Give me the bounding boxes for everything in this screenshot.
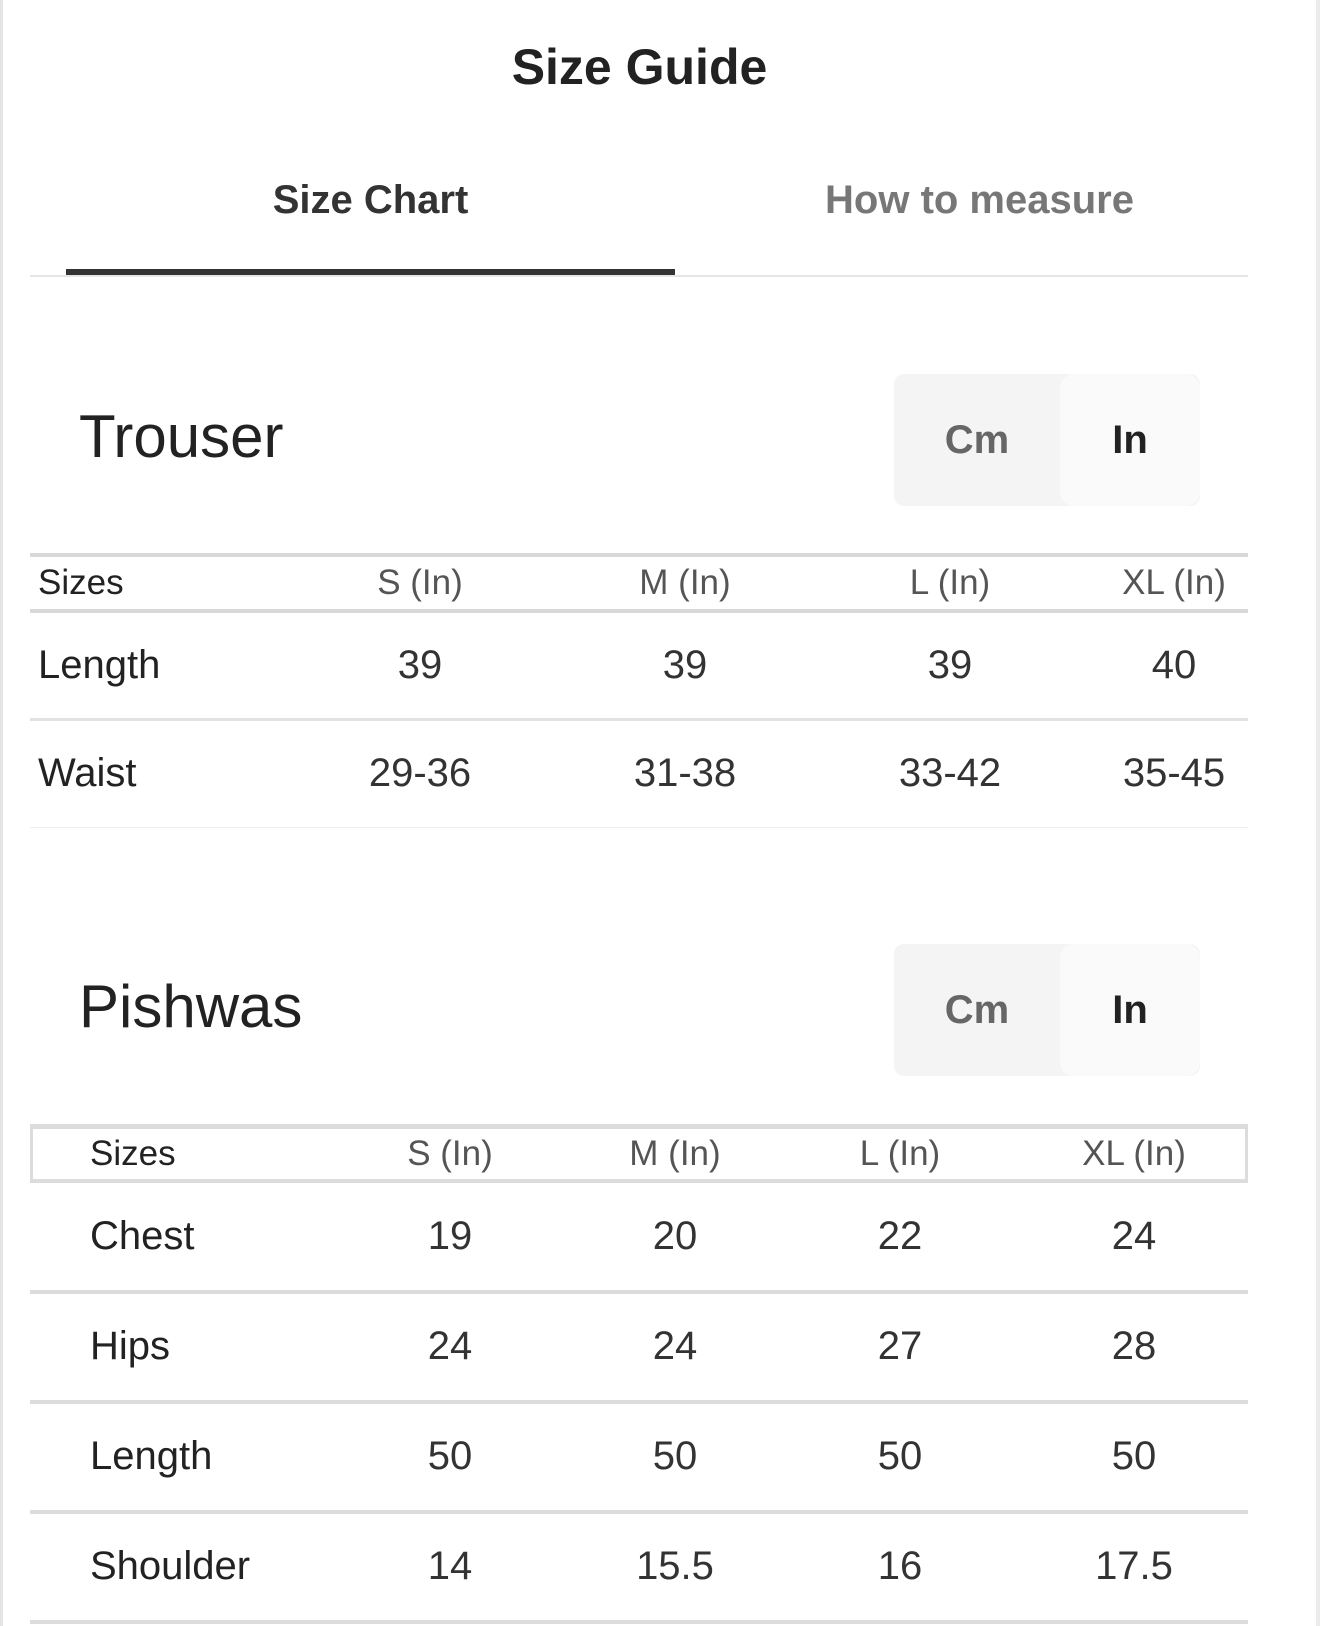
cell-value: 50 [570, 1402, 780, 1512]
cell-value: 35-45 [1100, 719, 1248, 827]
unit-cm-button[interactable]: Cm [944, 987, 1010, 1032]
cell-value: 39 [570, 611, 800, 719]
row-label: Shoulder [30, 1512, 330, 1622]
cell-value: 50 [330, 1402, 570, 1512]
cell-value: 24 [1020, 1182, 1248, 1292]
row-label: Hips [30, 1292, 330, 1402]
cell-value: 27 [780, 1292, 1020, 1402]
row-label: Waist [30, 719, 270, 827]
cell-value: 31-38 [570, 719, 800, 827]
column-header: S (In) [270, 555, 570, 611]
cell-value: 29-36 [270, 719, 570, 827]
cell-value: 50 [1020, 1402, 1248, 1512]
cell-value: 20 [570, 1182, 780, 1292]
page-title: Size Guide [511, 39, 768, 95]
unit-toggle-pishwas [894, 944, 1200, 1076]
cell-value: 14 [330, 1512, 570, 1622]
section-heading-trouser: Trouser [79, 403, 284, 470]
column-header: S (In) [330, 1126, 570, 1182]
unit-in-button[interactable]: In [1060, 374, 1200, 506]
cell-value: 40 [1100, 611, 1248, 719]
table-row [30, 1182, 1248, 1292]
trouser-size-table [30, 553, 1248, 828]
cell-value: 22 [780, 1182, 1020, 1292]
tab-how-to-measure[interactable]: How to measure [825, 178, 1134, 222]
column-header: M (In) [570, 1126, 780, 1182]
tab-size-chart[interactable]: Size Chart [272, 178, 469, 222]
unit-in-button[interactable]: In [1060, 944, 1200, 1076]
table-row [30, 611, 1248, 719]
cell-value: 24 [570, 1292, 780, 1402]
column-header: Sizes [30, 555, 270, 611]
column-header: Sizes [30, 1126, 330, 1182]
unit-cm-button[interactable]: Cm [944, 417, 1010, 462]
cell-value: 15.5 [570, 1512, 780, 1622]
cell-value: 39 [800, 611, 1100, 719]
cell-value: 33-42 [800, 719, 1100, 827]
column-header: M (In) [570, 555, 800, 611]
cell-value: 19 [330, 1182, 570, 1292]
table-row [30, 1292, 1248, 1402]
cell-value: 28 [1020, 1292, 1248, 1402]
column-header: XL (In) [1020, 1126, 1248, 1182]
column-header: L (In) [800, 555, 1100, 611]
cell-value: 24 [330, 1292, 570, 1402]
row-label: Length [30, 1402, 330, 1512]
column-header: L (In) [780, 1126, 1020, 1182]
table-row [30, 719, 1248, 827]
row-label: Chest [30, 1182, 330, 1292]
section-heading-pishwas: Pishwas [79, 973, 303, 1040]
table-row [30, 1512, 1248, 1622]
cell-value: 39 [270, 611, 570, 719]
unit-toggle-trouser [894, 374, 1200, 506]
cell-value: 17.5 [1020, 1512, 1248, 1622]
table-row [30, 1402, 1248, 1512]
cell-value: 16 [780, 1512, 1020, 1622]
column-header: XL (In) [1100, 555, 1248, 611]
row-label: Length [30, 611, 270, 719]
tab-divider [30, 275, 1248, 277]
pishwas-size-table [30, 1124, 1248, 1624]
cell-value: 50 [780, 1402, 1020, 1512]
